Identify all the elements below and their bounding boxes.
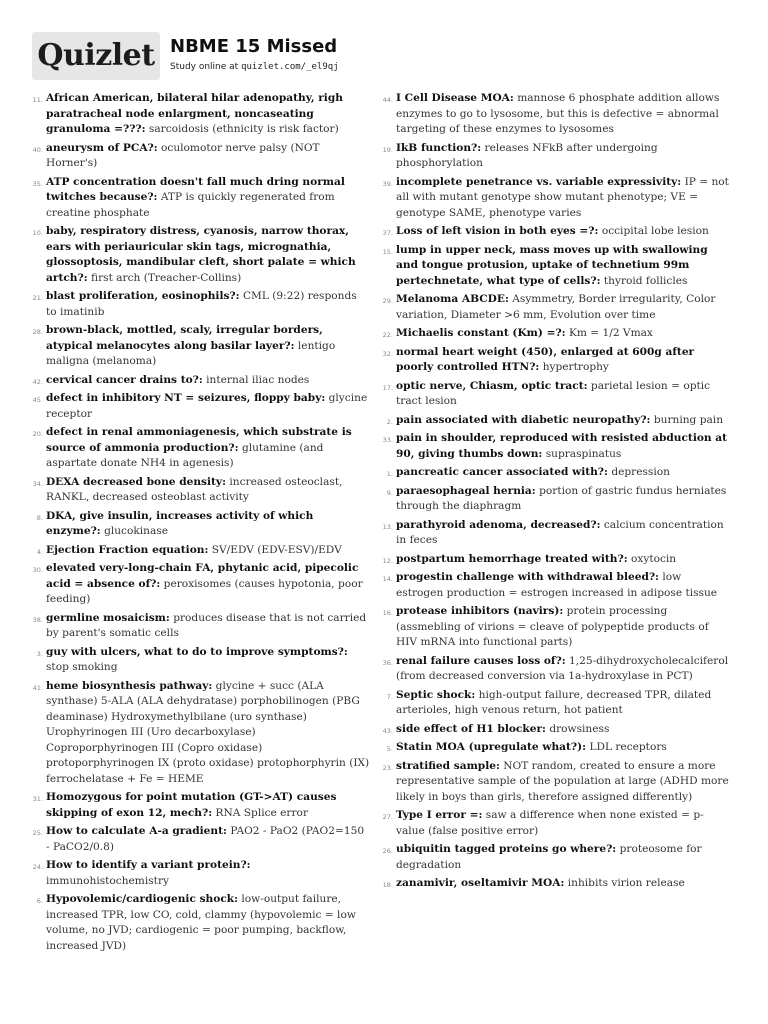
card-definition: high-output failure, decreased TPR, dilated arterioles, high venous return, hot patient bbox=[396, 688, 712, 716]
study-online-line bbox=[170, 62, 339, 72]
card-number: 17. bbox=[382, 383, 393, 392]
card-definition: oxytocin bbox=[631, 552, 677, 565]
card-term: elevated very-long-chain FA, phytanic acid, pipecolic acid = absence of?: bbox=[46, 562, 359, 590]
card-number: 38. bbox=[32, 615, 43, 624]
card-term: parathyroid adenoma, decreased?: bbox=[396, 518, 601, 531]
card-number: 10. bbox=[32, 229, 43, 237]
card-definition: hypertrophy bbox=[542, 361, 609, 373]
flashcard-item bbox=[380, 808, 730, 839]
card-definition: first arch (Treacher-Collins) bbox=[91, 271, 242, 284]
card-term: renal failure causes loss of?: bbox=[396, 654, 566, 667]
card-definition: drowsiness bbox=[549, 722, 610, 735]
flashcard-item bbox=[380, 552, 730, 568]
card-term: Septic shock: bbox=[396, 688, 476, 701]
card-number: 20. bbox=[32, 430, 43, 438]
card-number: 40. bbox=[32, 145, 43, 154]
right-card-column bbox=[380, 91, 730, 895]
flashcard-item bbox=[30, 224, 370, 286]
card-number: 32. bbox=[382, 349, 393, 358]
card-number: 13. bbox=[382, 522, 393, 531]
flashcard-item bbox=[30, 790, 370, 821]
card-number: 4. bbox=[36, 547, 43, 556]
card-term: Hypovolemic/cardiogenic shock: bbox=[46, 893, 239, 905]
card-number: 43. bbox=[382, 726, 393, 735]
flashcard-item bbox=[380, 292, 730, 323]
card-term: progestin challenge with withdrawal bleed?: bbox=[396, 571, 659, 583]
flashcard-item bbox=[30, 373, 370, 389]
card-term: cervical cancer drains to?: bbox=[46, 373, 203, 386]
card-number: 31. bbox=[32, 795, 43, 803]
card-definition: SV/EDV (EDV-ESV)/EDV bbox=[211, 543, 342, 556]
flashcard-item bbox=[380, 842, 730, 873]
card-number: 45. bbox=[32, 396, 43, 404]
card-term: germline mosaicism: bbox=[46, 611, 170, 624]
flashcard-item bbox=[30, 645, 370, 676]
card-definition: portion of gastric fundus herniates through the diaphragm bbox=[396, 484, 727, 512]
card-number: 22. bbox=[382, 331, 393, 339]
flashcard-item bbox=[30, 611, 370, 642]
card-term: Statin MOA (upregulate what?): bbox=[396, 741, 587, 753]
card-number: 27. bbox=[382, 813, 393, 821]
flashcard-item bbox=[380, 484, 730, 515]
card-number: 36. bbox=[382, 658, 393, 667]
flashcard-item bbox=[30, 141, 370, 172]
card-term: African American, bilateral hilar adenopathy, righ paratracheal node enlargment, noncaseating granuloma =???: bbox=[46, 92, 343, 135]
card-definition: PAO2 - PaO2 (PAO2=150 - PaCO2/0.8) bbox=[46, 825, 365, 853]
card-number: 37. bbox=[382, 229, 393, 237]
flashcard-item bbox=[380, 243, 730, 290]
flashcard-item bbox=[30, 543, 370, 559]
card-number: 2. bbox=[386, 417, 393, 426]
flashcard-item bbox=[30, 824, 370, 855]
flashcard-item bbox=[380, 431, 730, 462]
card-definition: glucokinase bbox=[104, 525, 169, 537]
flashcard-item bbox=[30, 91, 370, 138]
card-number: 30. bbox=[32, 566, 43, 574]
card-term: pain in shoulder, reproduced with resisted abduction at 90, giving thumbs down: bbox=[396, 432, 728, 460]
card-definition: protein processing (assmebling of virions = cleave of polypeptide products of HIV mRNA into functional parts) bbox=[396, 605, 709, 648]
flashcard-item bbox=[380, 570, 730, 601]
card-definition: increased osteoclast, RANKL, decreased osteoblast activity bbox=[46, 475, 343, 503]
card-number: 1. bbox=[386, 470, 393, 478]
flashcard-item bbox=[380, 175, 730, 222]
card-number: 7. bbox=[386, 692, 393, 701]
card-number: 16. bbox=[382, 609, 393, 617]
study-url-link[interactable]: quizlet.com/_el9qj bbox=[241, 62, 339, 72]
flashcard-item bbox=[380, 345, 730, 376]
card-term: How to calculate A-a gradient: bbox=[46, 825, 227, 837]
card-definition: sarcoidosis (ethnicity is risk factor) bbox=[148, 123, 339, 135]
card-definition: glutamine (and aspartate donate NH4 in agenesis) bbox=[46, 441, 324, 469]
flashcard-item bbox=[380, 604, 730, 651]
card-term: IkB function?: bbox=[396, 141, 482, 154]
flashcard-item bbox=[380, 759, 730, 806]
flashcard-item bbox=[380, 379, 730, 410]
flashcard-item bbox=[30, 892, 370, 954]
card-definition: stop smoking bbox=[46, 661, 118, 673]
card-definition: lentigo maligna (melanoma) bbox=[46, 339, 336, 367]
flashcard-item bbox=[30, 858, 370, 889]
card-number: 25. bbox=[32, 829, 43, 837]
card-definition: produces disease that is not carried by parent's somatic cells bbox=[46, 611, 367, 639]
card-definition: inhibits virion release bbox=[567, 877, 685, 889]
card-term: heme biosynthesis pathway: bbox=[46, 679, 213, 692]
card-term: How to identify a variant protein?: bbox=[46, 859, 251, 871]
card-number: 39. bbox=[382, 179, 393, 188]
flashcard-item bbox=[380, 465, 730, 481]
flashcard-item bbox=[30, 475, 370, 506]
card-number: 24. bbox=[32, 863, 43, 871]
flashcard-item bbox=[380, 91, 730, 138]
flashcard-item bbox=[30, 289, 370, 320]
card-definition: burning pain bbox=[653, 413, 724, 426]
card-number: 5. bbox=[386, 745, 393, 753]
flashcard-item bbox=[380, 413, 730, 429]
card-term: Homozygous for point mutation (GT->AT) causes skipping of exon 12, mech?: bbox=[46, 791, 337, 819]
card-definition: oculomotor nerve palsy (NOT Horner's) bbox=[46, 141, 320, 169]
card-definition: saw a difference when none existed = p-value (false positive error) bbox=[396, 809, 704, 837]
card-term: brown-black, mottled, scaly, irregular borders, atypical melanocytes along basilar layer?: bbox=[46, 324, 323, 352]
card-number: 11. bbox=[32, 96, 43, 104]
set-title: NBME 15 Missed bbox=[170, 36, 338, 57]
card-definition: Asymmetry, Border irregularity, Color variation, Diameter >6 mm, Evolution over time bbox=[396, 293, 716, 321]
card-term: stratified sample: bbox=[396, 759, 500, 772]
flashcard-item bbox=[30, 425, 370, 472]
card-number: 23. bbox=[382, 763, 393, 772]
card-number: 26. bbox=[382, 847, 393, 855]
flashcard-item bbox=[380, 722, 730, 738]
flashcard-item bbox=[380, 740, 730, 756]
left-card-column bbox=[30, 91, 370, 957]
flashcard-item bbox=[380, 654, 730, 685]
card-definition: calcium concentration in feces bbox=[396, 518, 724, 546]
card-term: lump in upper neck, mass moves up with swallowing and tongue protusion, uptake of technetium 99m pertechnetate, what type of cells?: bbox=[396, 243, 708, 287]
card-number: 6. bbox=[36, 897, 43, 905]
card-definition: parietal lesion = optic tract lesion bbox=[396, 379, 711, 407]
card-definition: immunohistochemistry bbox=[46, 874, 169, 887]
card-term: Ejection Fraction equation: bbox=[46, 543, 209, 556]
card-term: incomplete penetrance vs. variable expressivity: bbox=[396, 175, 682, 188]
card-number: 28. bbox=[32, 328, 43, 336]
card-term: pain associated with diabetic neuropathy?: bbox=[396, 413, 651, 426]
card-number: 15. bbox=[382, 247, 393, 256]
flashcard-item bbox=[30, 323, 370, 370]
card-definition: low estrogen production = estrogen increased in adipose tissue bbox=[396, 571, 718, 599]
card-term: pancreatic cancer associated with?: bbox=[396, 466, 608, 478]
card-number: 8. bbox=[36, 513, 43, 522]
card-term: optic nerve, Chiasm, optic tract: bbox=[396, 379, 588, 392]
card-number: 42. bbox=[32, 377, 43, 386]
flashcard-item bbox=[380, 224, 730, 240]
card-term: protease inhibitors (navirs): bbox=[396, 605, 564, 617]
card-definition: thyroid follicles bbox=[603, 274, 688, 287]
study-online-prefix: Study online at bbox=[170, 62, 242, 72]
card-definition: mannose 6 phosphate addition allows enzymes to go to lysosome, but this is defective = abnormal targeting of these enzymes to lysosomes bbox=[396, 92, 720, 135]
card-number: 9. bbox=[386, 488, 393, 497]
flashcard-item bbox=[380, 518, 730, 549]
card-term: zanamivir, oseltamivir MOA: bbox=[396, 877, 565, 889]
card-definition: LDL receptors bbox=[589, 741, 667, 753]
card-definition: NOT random, created to ensure a more representative sample of the population at large (ADHD more likely in boys than girls, therefore assigned differently) bbox=[396, 759, 729, 803]
card-definition: proteosome for degradation bbox=[396, 843, 702, 871]
card-term: blast proliferation, eosinophils?: bbox=[46, 290, 240, 302]
card-definition: glycine + succ (ALA synthase) 5-ALA (ALA dehydratase) porphobilinogen (PBG deaminase) Hydroxymethylbilane (uro synthase) Urophyrinogen III (Uro decarboxylase) Coproporphyrinogen III (Copro oxidase) protoporphyrinogen IX (proto oxidase) protophorphyrin (IX) ferrochelatase + Fe = HEME bbox=[46, 679, 370, 785]
card-term: DKA, give insulin, increases activity of which enzyme?: bbox=[46, 509, 314, 537]
card-number: 12. bbox=[382, 556, 393, 565]
flashcard-item bbox=[30, 561, 370, 608]
card-definition: occipital lobe lesion bbox=[601, 225, 709, 237]
card-number: 19. bbox=[382, 145, 393, 154]
card-number: 33. bbox=[382, 436, 393, 444]
card-term: side effect of H1 blocker: bbox=[396, 722, 546, 735]
flashcard-item bbox=[30, 175, 370, 222]
card-term: guy with ulcers, what to do to improve symptoms?: bbox=[46, 645, 348, 658]
card-term: Melanoma ABCDE: bbox=[396, 293, 509, 305]
card-definition: 1,25-dihydroxycholecalciferol (from decreased conversion via 1a-hydroxylase in PCT) bbox=[396, 654, 729, 682]
flashcard-item bbox=[380, 326, 730, 342]
card-number: 34. bbox=[32, 479, 43, 488]
card-number: 29. bbox=[382, 297, 393, 305]
card-number: 14. bbox=[382, 575, 393, 583]
card-number: 18. bbox=[382, 881, 393, 889]
card-definition: CML (9:22) responds to imatinib bbox=[46, 290, 357, 318]
card-definition: releases NFkB after undergoing phosphorylation bbox=[396, 141, 658, 169]
card-term: baby, respiratory distress, cyanosis, narrow thorax, ears with periauricular skin tags, micrognathia, glossoptosis, mandibular cleft, short palate = which artch?: bbox=[46, 225, 356, 284]
flashcard-item bbox=[380, 688, 730, 719]
card-term: ubiquitin tagged proteins go where?: bbox=[396, 843, 617, 855]
card-term: Loss of left vision in both eyes =?: bbox=[396, 225, 599, 237]
card-term: postpartum hemorrhage treated with?: bbox=[396, 552, 628, 565]
card-definition: peroxisomes (causes hypotonia, poor feeding) bbox=[46, 577, 363, 605]
card-definition: low-output failure, increased TPR, low CO, cold, clammy (hypovolemic = low volume, no JVD; cardiogenic = poor pumping, backflow, increased JVD) bbox=[46, 893, 356, 952]
flashcard-item bbox=[30, 509, 370, 540]
card-term: paraesophageal hernia: bbox=[396, 484, 536, 497]
quizlet-logo[interactable]: Quizlet bbox=[32, 32, 160, 80]
card-definition: RNA Splice error bbox=[215, 806, 309, 819]
card-term: Type I error =: bbox=[396, 809, 483, 821]
flashcard-item bbox=[380, 876, 730, 892]
card-number: 35. bbox=[32, 179, 43, 188]
card-term: aneurysm of PCA?: bbox=[46, 141, 158, 154]
page-header bbox=[32, 32, 736, 80]
flashcard-item bbox=[30, 391, 370, 422]
flashcard-item bbox=[380, 141, 730, 172]
card-term: defect in renal ammoniagenesis, which substrate is source of ammonia production?: bbox=[46, 426, 352, 454]
card-term: I Cell Disease MOA: bbox=[396, 92, 514, 104]
card-term: defect in inhibitory NT = seizures, floppy baby: bbox=[46, 392, 326, 404]
card-definition: internal iliac nodes bbox=[206, 373, 310, 386]
card-definition: supraspinatus bbox=[545, 447, 622, 460]
card-number: 41. bbox=[32, 683, 43, 692]
card-definition: IP = not all with mutant genotype show mutant phenotype; VE = genotype SAME, phenotype varies bbox=[396, 175, 729, 219]
card-definition: glycine receptor bbox=[46, 392, 368, 420]
card-definition: ATP is quickly regenerated from creatine phosphate bbox=[46, 191, 335, 219]
card-number: 44. bbox=[382, 96, 393, 104]
flashcard-item bbox=[30, 679, 370, 788]
card-definition: Km = 1/2 Vmax bbox=[568, 327, 653, 339]
card-definition: depression bbox=[611, 466, 670, 478]
card-number: 21. bbox=[32, 294, 43, 302]
card-term: Michaelis constant (Km) =?: bbox=[396, 327, 566, 339]
card-term: ATP concentration doesn't fall much dring normal twitches because?: bbox=[46, 175, 345, 203]
card-term: normal heart weight (450), enlarged at 600g after poorly controlled HTN?: bbox=[396, 345, 695, 373]
card-term: DEXA decreased bone density: bbox=[46, 475, 226, 488]
card-number: 3. bbox=[36, 649, 43, 658]
